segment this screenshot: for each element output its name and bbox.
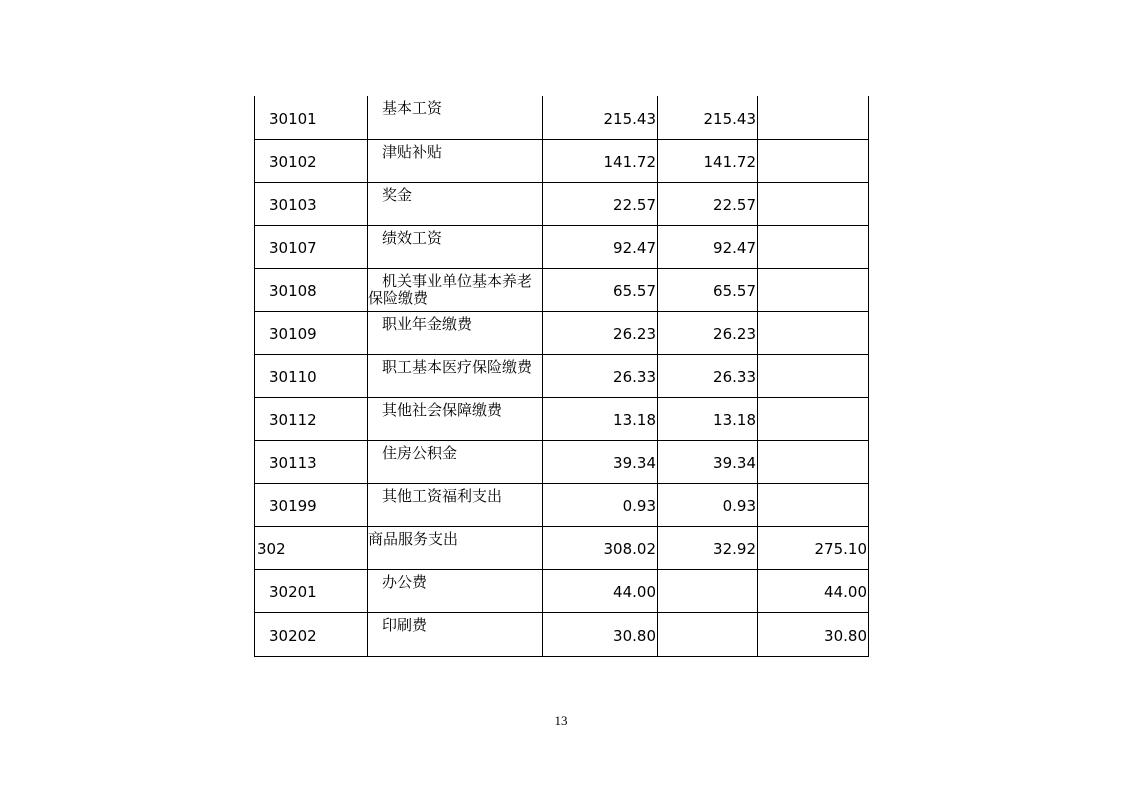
economic-code-cell: 30112 <box>255 397 368 440</box>
total-amount-cell: 0.93 <box>543 483 658 526</box>
total-amount-cell: 215.43 <box>543 96 658 139</box>
project-expenditure-cell: 275.10 <box>758 526 869 569</box>
basic-expenditure-cell: 39.34 <box>658 440 758 483</box>
table-row <box>255 268 869 311</box>
basic-expenditure-cell: 26.23 <box>658 311 758 354</box>
budget-expenditure-table <box>254 96 869 657</box>
project-expenditure-cell: 44.00 <box>758 569 869 612</box>
project-expenditure-cell <box>758 139 869 182</box>
expense-name-cell: 其他工资福利支出 <box>368 483 543 526</box>
basic-expenditure-cell <box>658 612 758 656</box>
total-amount-cell: 26.33 <box>543 354 658 397</box>
economic-code-cell: 30103 <box>255 182 368 225</box>
page-number: 13 <box>554 713 568 728</box>
table-row <box>255 96 869 139</box>
table-row <box>255 225 869 268</box>
total-amount-cell: 30.80 <box>543 612 658 656</box>
total-amount-cell: 141.72 <box>543 139 658 182</box>
basic-expenditure-cell: 0.93 <box>658 483 758 526</box>
table-row <box>255 440 869 483</box>
expense-name-cell: 津贴补贴 <box>368 139 543 182</box>
project-expenditure-cell <box>758 268 869 311</box>
table-row <box>255 526 869 569</box>
expense-name-cell: 印刷费 <box>368 612 543 656</box>
expense-name-cell: 住房公积金 <box>368 440 543 483</box>
expense-name-cell: 职工基本医疗保险缴费 <box>368 354 543 397</box>
project-expenditure-cell <box>758 96 869 139</box>
basic-expenditure-cell: 65.57 <box>658 268 758 311</box>
project-expenditure-cell <box>758 397 869 440</box>
economic-code-cell: 30108 <box>255 268 368 311</box>
basic-expenditure-cell <box>658 569 758 612</box>
table-row <box>255 311 869 354</box>
project-expenditure-cell <box>758 354 869 397</box>
project-expenditure-cell <box>758 440 869 483</box>
table-row <box>255 569 869 612</box>
basic-expenditure-cell: 13.18 <box>658 397 758 440</box>
economic-code-cell: 30199 <box>255 483 368 526</box>
expense-name-cell: 绩效工资 <box>368 225 543 268</box>
project-expenditure-cell <box>758 483 869 526</box>
basic-expenditure-cell: 215.43 <box>658 96 758 139</box>
expense-name-cell: 职业年金缴费 <box>368 311 543 354</box>
expense-name-cell: 机关事业单位基本养老保险缴费 <box>368 268 543 311</box>
economic-code-cell: 30113 <box>255 440 368 483</box>
total-amount-cell: 65.57 <box>543 268 658 311</box>
expense-name-cell: 办公费 <box>368 569 543 612</box>
total-amount-cell: 22.57 <box>543 182 658 225</box>
expense-name-cell: 奖金 <box>368 182 543 225</box>
expense-name-cell: 基本工资 <box>368 96 543 139</box>
project-expenditure-cell: 30.80 <box>758 612 869 656</box>
project-expenditure-cell <box>758 311 869 354</box>
economic-code-cell: 30102 <box>255 139 368 182</box>
expense-name-cell: 商品服务支出 <box>368 526 543 569</box>
economic-code-cell: 30101 <box>255 96 368 139</box>
basic-expenditure-cell: 26.33 <box>658 354 758 397</box>
table-row <box>255 612 869 656</box>
basic-expenditure-cell: 22.57 <box>658 182 758 225</box>
economic-code-cell: 30110 <box>255 354 368 397</box>
table-row <box>255 354 869 397</box>
total-amount-cell: 13.18 <box>543 397 658 440</box>
basic-expenditure-cell: 141.72 <box>658 139 758 182</box>
economic-code-cell: 30202 <box>255 612 368 656</box>
total-amount-cell: 26.23 <box>543 311 658 354</box>
expense-name-cell: 其他社会保障缴费 <box>368 397 543 440</box>
table-row <box>255 182 869 225</box>
total-amount-cell: 39.34 <box>543 440 658 483</box>
economic-code-cell: 30201 <box>255 569 368 612</box>
table-row <box>255 483 869 526</box>
basic-expenditure-cell: 32.92 <box>658 526 758 569</box>
total-amount-cell: 308.02 <box>543 526 658 569</box>
total-amount-cell: 92.47 <box>543 225 658 268</box>
table-row <box>255 139 869 182</box>
economic-code-cell: 302 <box>255 526 368 569</box>
basic-expenditure-cell: 92.47 <box>658 225 758 268</box>
economic-code-cell: 30107 <box>255 225 368 268</box>
total-amount-cell: 44.00 <box>543 569 658 612</box>
project-expenditure-cell <box>758 225 869 268</box>
table-row <box>255 397 869 440</box>
economic-code-cell: 30109 <box>255 311 368 354</box>
project-expenditure-cell <box>758 182 869 225</box>
